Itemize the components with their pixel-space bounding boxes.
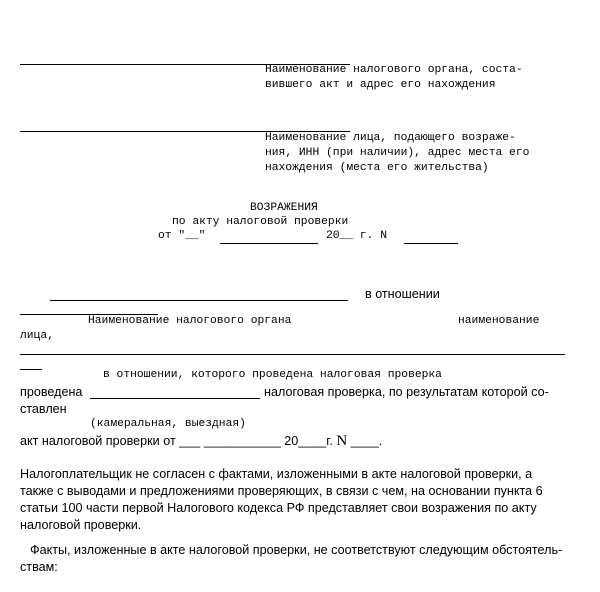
filer-caption-1: Наименование лица, подающего возраже- (265, 132, 516, 144)
act-date-line (20, 433, 382, 450)
paragraph-1-line-4: налоговой проверки. (20, 518, 142, 532)
act-number-line (404, 243, 458, 244)
act-from-text: акт налоговой проверки от ___ ___________ 20____г. (20, 434, 333, 448)
date-line-ot: от "__" (158, 230, 206, 242)
filer-caption-2: ния, ИНН (при наличии), адрес места его (265, 147, 530, 159)
in-relation-text: в отношении (365, 287, 440, 301)
tax-authority-caption-2: вившего акт и адрес его нахождения (265, 79, 496, 91)
paragraph-2-line-2: ствам: (20, 560, 58, 574)
tax-authority-caption-1: Наименование налогового органа, соста- (265, 64, 523, 76)
conducted-text: проведена (20, 385, 83, 399)
person-name-line (20, 354, 565, 355)
authority-caption: Наименование налогового органа (88, 315, 292, 327)
check-type-caption: (камеральная, выездная) (90, 418, 246, 430)
person-name-line-tail (20, 369, 42, 370)
check-result-text: налоговая проверка, по результатам которой со- (264, 385, 549, 399)
act-n-symbol: N (336, 433, 348, 449)
date-month-line (220, 243, 318, 244)
paragraph-1-line-3: статьи 100 части первой Налогового кодекса РФ представляет свои возражения по акту (20, 501, 537, 515)
compiled-text: ставлен (20, 402, 67, 416)
document-heading: ВОЗРАЖЕНИЯ (250, 202, 318, 214)
paragraph-1-line-1: Налогоплательщик не согласен с фактами, изложенными в акте налоговой проверки, а (20, 467, 533, 481)
person-comma: лица, (20, 330, 54, 342)
checked-against-caption: в отношении, которого проведена налоговая проверка (103, 369, 442, 381)
paragraph-1-line-2: также с выводами и предложениями проверяющих, в связи с чем, на основании пункта 6 (20, 484, 543, 498)
act-number-blank: ____. (350, 434, 383, 448)
authority-name-line (50, 300, 348, 301)
filer-caption-3: нахождения (места его жительства) (265, 162, 489, 174)
check-type-line (90, 398, 260, 399)
paragraph-2-line-1: Факты, изложенные в акте налоговой проверки, не соответствуют следующим обстоятель- (30, 543, 563, 557)
date-line-20: 20__ г. N (326, 230, 388, 242)
document-subheading: по акту налоговой проверки (172, 216, 349, 228)
name-caption: наименование (458, 315, 540, 327)
